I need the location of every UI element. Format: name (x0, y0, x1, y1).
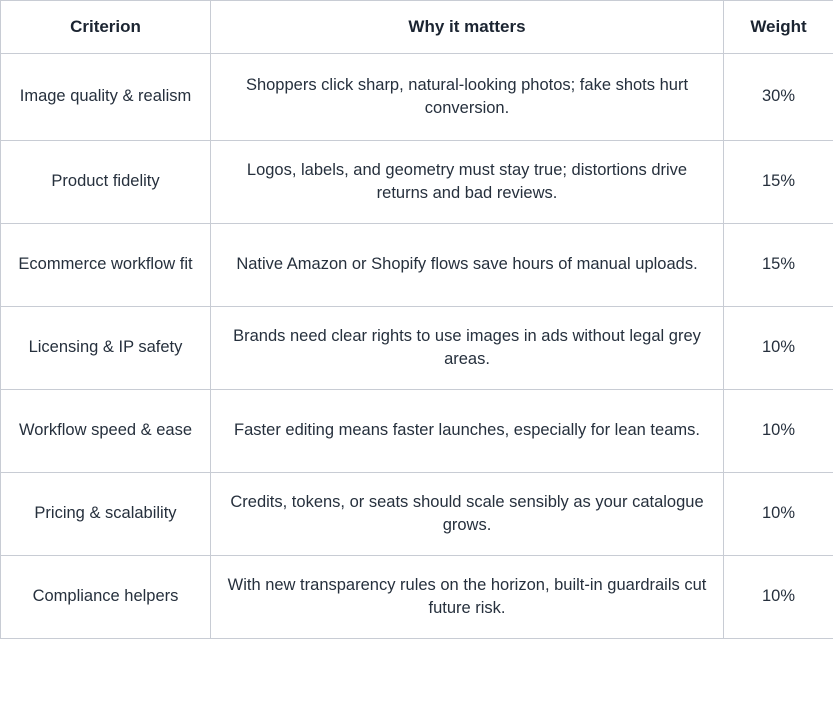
cell-why-it-matters: Brands need clear rights to use images in ads without legal grey areas. (211, 307, 724, 390)
cell-criterion: Licensing & IP safety (1, 307, 211, 390)
cell-why-it-matters: With new transparency rules on the horizon, built-in guardrails cut future risk. (211, 556, 724, 639)
table-header (1, 1, 833, 54)
column-header-weight: Weight (724, 1, 833, 54)
column-header-criterion: Criterion (1, 1, 211, 54)
table-row (1, 390, 833, 473)
cell-weight: 15% (724, 224, 833, 307)
cell-weight: 10% (724, 473, 833, 556)
cell-why-it-matters: Credits, tokens, or seats should scale sensibly as your catalogue grows. (211, 473, 724, 556)
column-header-why-it-matters: Why it matters (211, 1, 724, 54)
cell-criterion: Compliance helpers (1, 556, 211, 639)
cell-why-it-matters: Logos, labels, and geometry must stay true; distortions drive returns and bad reviews. (211, 141, 724, 224)
cell-weight: 10% (724, 390, 833, 473)
table-header-row (1, 1, 833, 54)
cell-weight: 30% (724, 54, 833, 141)
table-row (1, 556, 833, 639)
cell-why-it-matters: Faster editing means faster launches, especially for lean teams. (211, 390, 724, 473)
cell-criterion: Pricing & scalability (1, 473, 211, 556)
cell-criterion: Product fidelity (1, 141, 211, 224)
cell-criterion: Workflow speed & ease (1, 390, 211, 473)
cell-criterion: Ecommerce workflow fit (1, 224, 211, 307)
table-row (1, 224, 833, 307)
cell-why-it-matters: Shoppers click sharp, natural-looking photos; fake shots hurt conversion. (211, 54, 724, 141)
table-row (1, 54, 833, 141)
cell-weight: 15% (724, 141, 833, 224)
cell-weight: 10% (724, 307, 833, 390)
cell-why-it-matters: Native Amazon or Shopify flows save hours of manual uploads. (211, 224, 724, 307)
cell-weight: 10% (724, 556, 833, 639)
table-body (1, 54, 833, 639)
table-row (1, 307, 833, 390)
table-row (1, 473, 833, 556)
cell-criterion: Image quality & realism (1, 54, 211, 141)
table-row (1, 141, 833, 224)
